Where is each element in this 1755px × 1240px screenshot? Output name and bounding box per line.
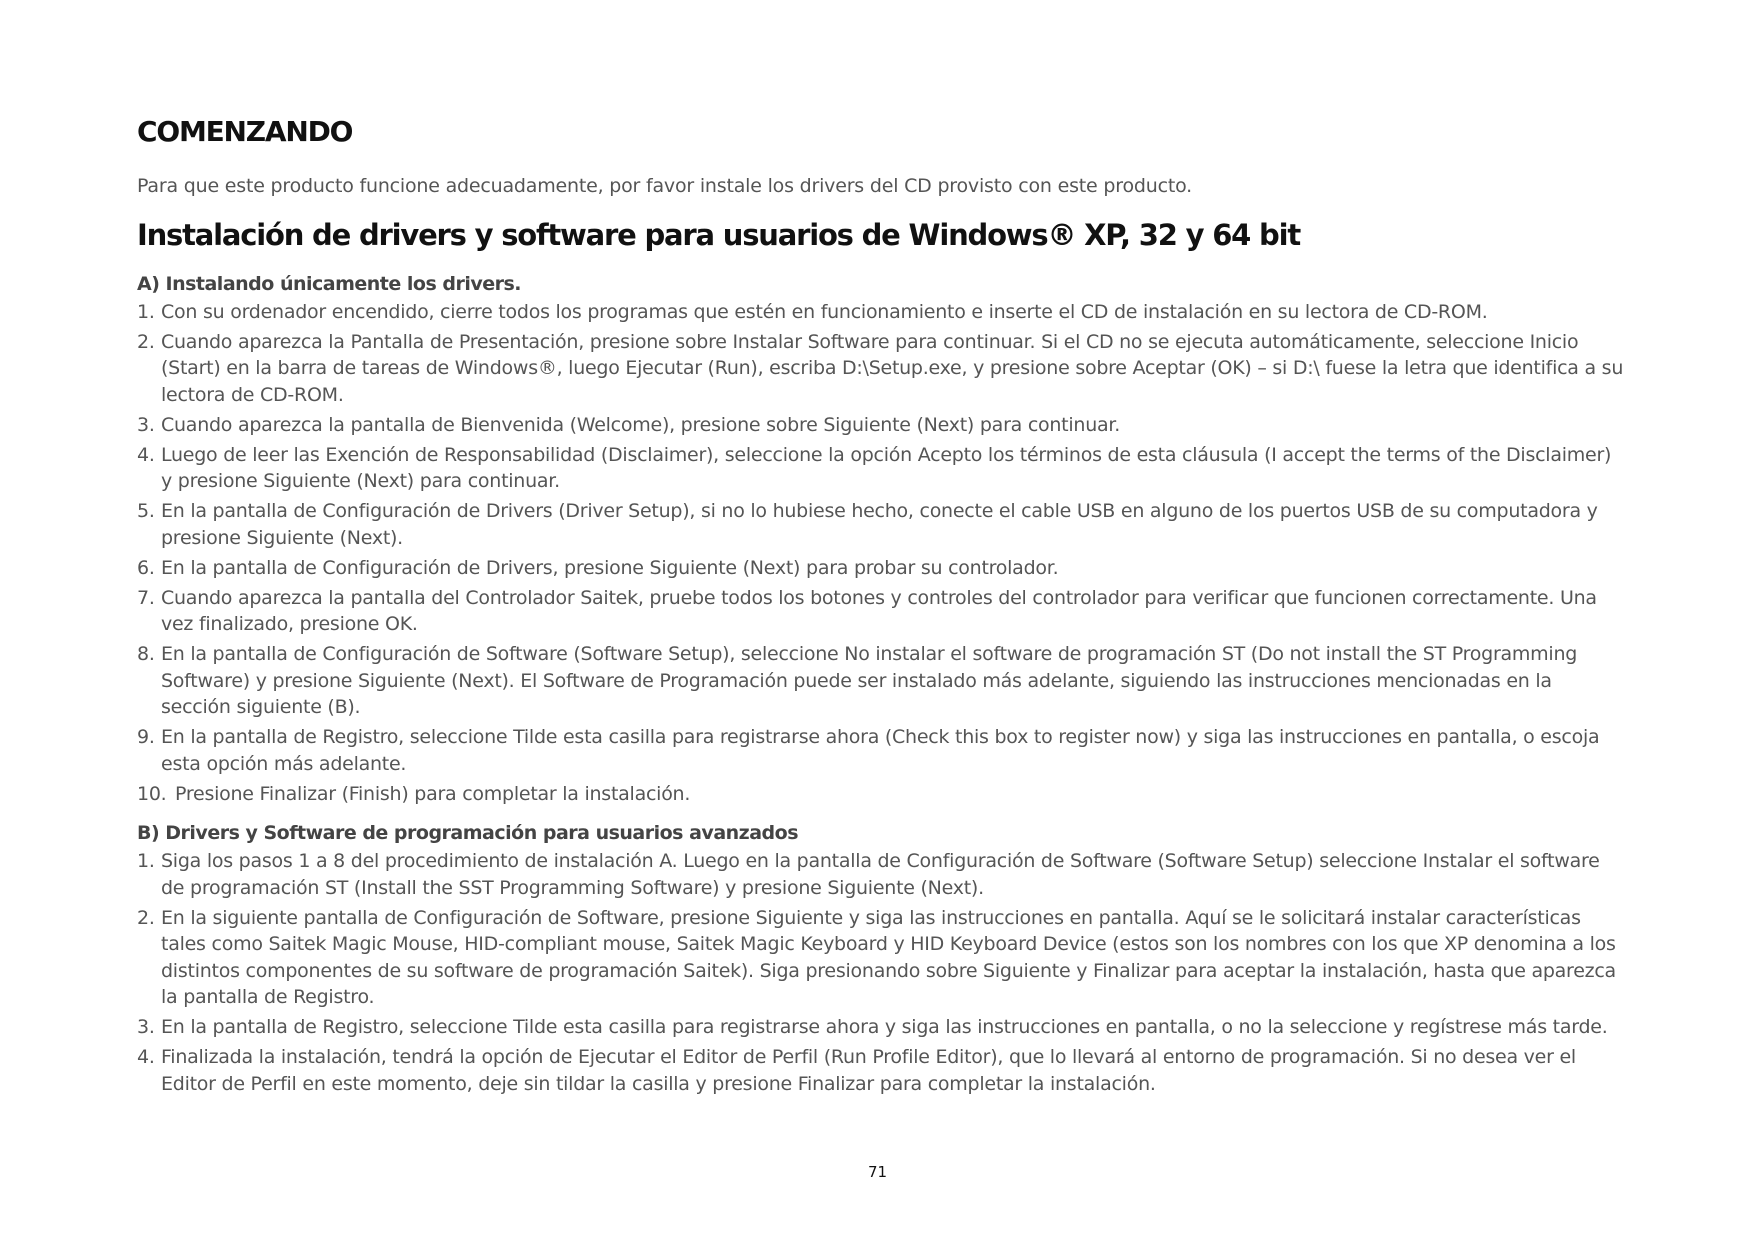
section-b-steps <box>137 848 1627 1097</box>
step-number: 3. <box>137 1016 155 1039</box>
step-text: En la pantalla de Registro, seleccione Tilde esta casilla para registrarse ahora (Check this box to register now) y siga las instrucciones en pantalla, o escoja esta opción más adelante. <box>161 726 1600 775</box>
step-text: Siga los pasos 1 a 8 del procedimiento de instalación A. Luego en la pantalla de Configuración de Software (Software Setup) seleccione Instalar el software de programación ST (Install the SST Programming Software) y presione Siguiente (Next). <box>161 850 1600 899</box>
step-number: 6. <box>137 556 155 579</box>
step-text: Cuando aparezca la pantalla de Bienvenida (Welcome), presione sobre Siguiente (Next) para continuar. <box>161 413 1120 436</box>
list-item <box>137 848 1627 901</box>
section-a-heading: A) Instalando únicamente los drivers. <box>137 272 522 295</box>
step-text: En la pantalla de Configuración de Software (Software Setup), seleccione No instalar el software de programación ST (Do not install the ST Programming Software) y presione Siguiente (Next). El Software de Programación puede ser instalado más adelante, siguiendo las instrucciones mencionadas en la sección siguiente (B). <box>161 643 1578 719</box>
step-number: 2. <box>137 330 155 353</box>
list-item <box>137 724 1627 777</box>
step-number: 10. <box>137 782 167 805</box>
intro-paragraph: Para que este producto funcione adecuadamente, por favor instale los drivers del CD provisto con este producto. <box>137 175 1192 197</box>
step-number: 3. <box>137 413 155 436</box>
step-number: 4. <box>137 443 155 466</box>
step-text: En la pantalla de Configuración de Drivers (Driver Setup), si no lo hubiese hecho, conecte el cable USB en alguno de los puertos USB de su computadora y presione Siguiente (Next). <box>161 500 1598 549</box>
list-item <box>137 329 1627 409</box>
document-page <box>137 115 1627 1111</box>
step-number: 8. <box>137 643 155 666</box>
step-text: En la siguiente pantalla de Configuración de Software, presione Siguiente y siga las instrucciones en pantalla. Aquí se le solicitará instalar características tales como Saitek Magic Mouse, HID-compliant mouse, Saitek Magic Keyboard y HID Keyboard Device (estos son los nombres con los que XP denomina a los distintos componentes de su software de programación Saitek). Siga presionando sobre Siguiente y Finalizar para aceptar la instalación, hasta que aparezca la pantalla de Registro. <box>161 906 1616 1009</box>
step-text: Cuando aparezca la pantalla del Controlador Saitek, pruebe todos los botones y controles del controlador para verificar que funcionen correctamente. Una vez finalizado, presione OK. <box>161 586 1597 636</box>
page-number: 71 <box>867 1163 888 1181</box>
list-item <box>137 299 1627 326</box>
list-item <box>137 585 1627 638</box>
page-title: COMENZANDO <box>137 115 353 148</box>
step-number: 9. <box>137 726 155 749</box>
list-item <box>137 641 1627 721</box>
step-text: Con su ordenador encendido, cierre todos los programas que estén en funcionamiento e inserte el CD de instalación en su lectora de CD-ROM. <box>161 300 1488 323</box>
step-text: Luego de leer las Exención de Responsabilidad (Disclaimer), seleccione la opción Acepto los términos de esta cláusula (I accept the terms of the Disclaimer) y presione Siguiente (Next) para continuar. <box>161 443 1612 493</box>
list-item <box>137 1014 1627 1041</box>
list-item <box>137 498 1627 551</box>
step-number: 2. <box>137 906 155 929</box>
section-title: Instalación de drivers y software para usuarios de Windows® XP, 32 y 64 bit <box>137 218 1301 252</box>
section-b-heading: B) Drivers y Software de programación para usuarios avanzados <box>137 822 799 845</box>
list-item <box>137 1044 1627 1097</box>
list-item <box>137 555 1627 582</box>
step-number: 1. <box>137 850 155 873</box>
step-text: Finalizada la instalación, tendrá la opción de Ejecutar el Editor de Perfil (Run Profile Editor), que lo llevará al entorno de programación. Si no desea ver el Editor de Perfil en este momento, deje sin tildar la casilla y presione Finalizar para completar la instalación. <box>161 1046 1576 1095</box>
list-item <box>137 781 1627 808</box>
step-text: Presione Finalizar (Finish) para completar la instalación. <box>175 782 691 805</box>
step-number: 4. <box>137 1046 155 1069</box>
step-number: 5. <box>137 500 155 523</box>
list-item <box>137 412 1627 439</box>
section-a-steps <box>137 299 1627 808</box>
step-number: 1. <box>137 300 155 323</box>
step-text: En la pantalla de Registro, seleccione Tilde esta casilla para registrarse ahora y siga las instrucciones en pantalla, o no la seleccione y regístrese más tarde. <box>161 1016 1608 1039</box>
step-text: En la pantalla de Configuración de Drivers, presione Siguiente (Next) para probar su controlador. <box>161 556 1059 579</box>
list-item <box>137 442 1627 495</box>
list-item <box>137 905 1627 1011</box>
step-text: Cuando aparezca la Pantalla de Presentación, presione sobre Instalar Software para continuar. Si el CD no se ejecuta automáticamente, seleccione Inicio (Start) en la barra de tareas de Windows®, luego Ejecutar (Run), escriba D:\Setup.exe, y presione sobre Aceptar (OK) – si D:\ fuese la letra que identifica a su lectora de CD-ROM. <box>161 330 1624 406</box>
step-number: 7. <box>137 586 155 609</box>
